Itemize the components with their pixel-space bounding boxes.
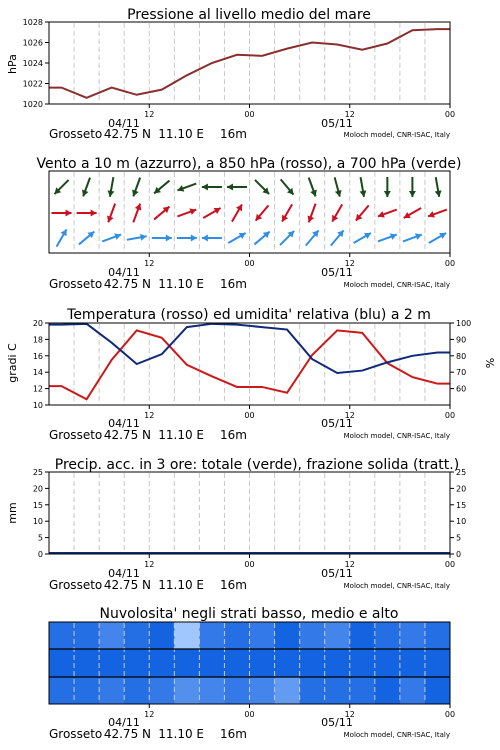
wind-850-arrow — [332, 204, 342, 221]
station-alt: 16m — [220, 428, 247, 442]
wind-700-arrow — [435, 177, 442, 197]
date-label-2: 05/11 — [321, 716, 353, 729]
wind-850-arrow — [378, 210, 397, 218]
y-tick-right-label: 100 — [456, 319, 472, 328]
station-name: Grosseto — [49, 727, 103, 741]
wind-850-arrow — [307, 204, 315, 223]
wind-10m-arrow — [152, 235, 172, 242]
y-tick-label: 12 — [32, 384, 43, 394]
pressure-ylabel: hPa — [6, 54, 19, 74]
wind-850-arrow — [107, 204, 115, 223]
station-alt: 16m — [220, 727, 247, 741]
date-label-2: 05/11 — [321, 417, 353, 430]
cloud-cell — [375, 622, 401, 649]
cloud-cell — [124, 649, 150, 677]
station-name: Grosseto — [49, 428, 103, 442]
cloud-cell — [275, 677, 301, 704]
y-tick-label: 18 — [32, 335, 43, 345]
wind-700-arrow — [154, 181, 169, 194]
cloud-cell — [199, 622, 225, 649]
wind-850-arrow — [356, 205, 369, 220]
cloud-cell — [224, 677, 250, 704]
x-tick-label: 12 — [344, 411, 355, 420]
station-alt: 16m — [220, 127, 247, 141]
wind-850-arrow — [428, 210, 447, 218]
cloud-cell — [300, 649, 326, 677]
y-tick-right-label: 25 — [456, 468, 467, 477]
cloud-title: Nuvolosita' negli strati basso, medio e alto — [99, 606, 399, 622]
y-tick-label: 1028 — [22, 18, 43, 27]
wind-850-arrow — [282, 204, 292, 221]
x-tick-label: 12 — [144, 710, 155, 719]
cloud-cell — [199, 677, 225, 704]
station-alt: 16m — [220, 277, 247, 291]
date-label-1: 04/11 — [108, 266, 140, 279]
wind-10m-arrow — [177, 235, 197, 242]
cloud-cell — [350, 649, 376, 677]
cloud-cell — [224, 622, 250, 649]
y-tick-label: 5 — [37, 533, 43, 543]
wind-850-arrow — [404, 208, 421, 218]
x-tick-label: 00 — [444, 710, 456, 719]
cloud-cell — [199, 649, 225, 677]
cloud-cell — [49, 649, 75, 677]
location-line — [49, 277, 247, 291]
cloud-cell — [400, 622, 426, 649]
wind-10m-arrow — [254, 232, 269, 245]
y-tick-label: 1026 — [22, 38, 43, 48]
y-tick-label: 25 — [32, 468, 43, 477]
station-lon: 11.10 E — [158, 428, 204, 442]
x-tick-label: 12 — [144, 259, 155, 268]
pressure-title: Pressione al livello medio del mare — [127, 7, 371, 23]
station-alt: 16m — [220, 578, 247, 592]
cloud-cell — [250, 649, 276, 677]
x-tick-label: 12 — [144, 110, 155, 119]
wind-700-arrow — [108, 177, 115, 197]
date-label-1: 04/11 — [108, 716, 140, 729]
cloud-cell — [275, 649, 301, 677]
wind-10m-arrow — [102, 233, 121, 241]
cloud-cell — [49, 677, 75, 704]
humidity-ylabel: % — [483, 357, 496, 369]
date-label-1: 04/11 — [108, 417, 140, 430]
wind-10m-arrow — [354, 233, 371, 243]
temperature-ylabel: gradi C — [6, 343, 19, 383]
wind-700-arrow — [132, 178, 140, 197]
cloud-cell — [250, 622, 276, 649]
x-tick-label: 00 — [244, 560, 255, 569]
cloud-cell — [174, 622, 200, 649]
y-tick-label: 1022 — [22, 79, 43, 89]
wind-10m-arrow — [403, 233, 422, 241]
cloud-cell — [74, 622, 100, 649]
wind-10m-arrow — [331, 230, 344, 245]
x-tick-label: 00 — [444, 110, 456, 119]
temperature-title: Temperatura (rosso) ed umidita' relativa (blu) a 2 m — [67, 307, 431, 323]
cloud-cell — [149, 649, 175, 677]
wind-850-arrow — [154, 207, 169, 220]
wind-700-arrow — [409, 177, 416, 197]
date-label-1: 04/11 — [108, 117, 140, 130]
cloud-cell — [375, 677, 401, 704]
wind-700-arrow — [281, 179, 294, 194]
x-tick-label: 00 — [444, 411, 456, 420]
station-lat: 42.75 N — [103, 578, 151, 592]
cloud-cell — [300, 677, 326, 704]
cloud-cell — [99, 677, 125, 704]
wind-700-arrow — [202, 184, 222, 191]
station-lat: 42.75 N — [103, 428, 151, 442]
wind-700-arrow — [255, 180, 269, 194]
date-label-2: 05/11 — [321, 567, 353, 580]
cloud-cell — [99, 649, 125, 677]
cloud-cell — [149, 677, 175, 704]
cloud-cell — [350, 622, 376, 649]
x-tick-label: 12 — [144, 560, 155, 569]
model-credit: Moloch model, CNR-ISAC, Italy — [343, 131, 450, 139]
cloud-cell — [325, 622, 351, 649]
y-tick-right-label: 10 — [456, 517, 467, 527]
date-label-1: 04/11 — [108, 567, 140, 580]
cloud-cell — [400, 649, 426, 677]
cloud-cell — [149, 622, 175, 649]
y-tick-right-label: 20 — [456, 484, 467, 494]
wind-850-arrow — [77, 210, 97, 217]
y-tick-label: 1020 — [22, 100, 43, 109]
y-tick-right-label: 90 — [456, 335, 467, 345]
pressure-panel — [6, 7, 455, 141]
station-name: Grosseto — [49, 578, 103, 592]
precipitation-title: Precip. acc. in 3 ore: totale (verde), frazione solida (tratt.) — [54, 457, 460, 473]
wind-850-arrow — [203, 208, 220, 218]
wind-700-arrow — [309, 178, 317, 197]
x-tick-label: 12 — [344, 710, 355, 719]
station-lon: 11.10 E — [158, 727, 204, 741]
wind-10m-arrow — [228, 233, 245, 243]
wind-10m-arrow — [57, 229, 67, 246]
y-tick-label: 20 — [32, 319, 43, 328]
x-tick-label: 12 — [144, 411, 155, 420]
wind-10m-arrow — [306, 230, 319, 245]
wind-10m-arrow — [429, 233, 446, 243]
x-tick-label: 00 — [444, 560, 456, 569]
wind-850-arrow — [133, 204, 141, 223]
cloud-cell — [325, 649, 351, 677]
wind-850-arrow — [52, 210, 72, 217]
cloud-cell — [74, 649, 100, 677]
wind-700-arrow — [384, 177, 391, 197]
x-tick-label: 12 — [344, 560, 355, 569]
model-credit: Moloch model, CNR-ISAC, Italy — [343, 582, 450, 590]
location-line — [49, 727, 247, 741]
station-lon: 11.10 E — [158, 277, 204, 291]
cloud-cell — [124, 622, 150, 649]
cloud-cell — [425, 649, 451, 677]
model-credit: Moloch model, CNR-ISAC, Italy — [343, 432, 450, 440]
y-tick-label: 14 — [32, 368, 43, 378]
cloud-cell — [224, 649, 250, 677]
station-lat: 42.75 N — [103, 127, 151, 141]
wind-700-arrow — [335, 177, 342, 196]
wind-title: Vento a 10 m (azzurro), a 850 hPa (rosso), a 700 hPa (verde) — [36, 156, 462, 172]
y-tick-label: 20 — [32, 484, 43, 494]
x-tick-label: 12 — [344, 259, 355, 268]
station-name: Grosseto — [49, 277, 103, 291]
x-tick-label: 00 — [244, 411, 255, 420]
y-tick-label: 15 — [32, 500, 43, 510]
station-lat: 42.75 N — [103, 277, 151, 291]
cloud-cell — [400, 677, 426, 704]
wind-700-arrow — [177, 184, 196, 192]
y-tick-right-label: 0 — [456, 550, 462, 559]
station-lon: 11.10 E — [158, 127, 204, 141]
x-tick-label: 00 — [244, 259, 255, 268]
y-tick-label: 0 — [37, 550, 43, 559]
x-tick-label: 12 — [344, 110, 355, 119]
station-name: Grosseto — [49, 127, 103, 141]
wind-10m-arrow — [280, 231, 294, 245]
wind-850-arrow — [232, 204, 242, 221]
wind-700-arrow — [227, 184, 247, 191]
y-tick-label: 10 — [32, 401, 43, 410]
x-tick-label: 00 — [444, 259, 456, 268]
temperature-humidity-panel — [6, 307, 496, 442]
precipitation-panel — [6, 457, 466, 592]
location-line — [49, 127, 247, 141]
y-tick-right-label: 5 — [456, 533, 462, 543]
cloud-cell — [99, 622, 125, 649]
cloud-cell — [74, 677, 100, 704]
wind-10m-arrow — [127, 234, 147, 241]
wind-10m-arrow — [202, 235, 222, 242]
wind-700-arrow — [360, 177, 367, 197]
y-tick-right-label: 15 — [456, 500, 467, 510]
cloud-cell — [300, 622, 326, 649]
station-lon: 11.10 E — [158, 578, 204, 592]
wind-700-arrow — [82, 178, 90, 197]
y-tick-label: 1024 — [22, 59, 43, 68]
cloud-cell — [250, 677, 276, 704]
cloud-cell — [124, 677, 150, 704]
cloud-cell — [325, 677, 351, 704]
cloud-cell — [425, 677, 451, 704]
cloud-cell — [375, 649, 401, 677]
cloud-cell — [49, 622, 75, 649]
wind-panel — [36, 156, 461, 291]
y-tick-right-label: 80 — [456, 351, 467, 361]
x-tick-label: 00 — [244, 710, 255, 719]
wind-10m-arrow — [378, 233, 397, 241]
model-credit: Moloch model, CNR-ISAC, Italy — [343, 281, 450, 289]
y-tick-label: 16 — [32, 351, 43, 361]
cloud-cell — [174, 649, 200, 677]
y-tick-label: 10 — [32, 517, 43, 527]
y-tick-right-label: 60 — [456, 384, 467, 394]
model-credit: Moloch model, CNR-ISAC, Italy — [343, 731, 450, 739]
x-tick-label: 00 — [244, 110, 255, 119]
wind-700-arrow — [54, 180, 68, 194]
date-label-2: 05/11 — [321, 117, 353, 130]
y-tick-right-label: 70 — [456, 368, 467, 378]
cloud-cover-panel — [49, 606, 455, 741]
location-line — [49, 578, 247, 592]
precipitation-ylabel: mm — [6, 502, 19, 524]
cloud-cell — [425, 622, 451, 649]
wind-10m-arrow — [79, 232, 94, 245]
wind-850-arrow — [256, 205, 269, 220]
wind-850-arrow — [177, 208, 196, 216]
cloud-cell — [350, 677, 376, 704]
cloud-cell — [174, 677, 200, 704]
location-line — [49, 428, 247, 442]
station-lat: 42.75 N — [103, 727, 151, 741]
cloud-cell — [275, 622, 301, 649]
date-label-2: 05/11 — [321, 266, 353, 279]
